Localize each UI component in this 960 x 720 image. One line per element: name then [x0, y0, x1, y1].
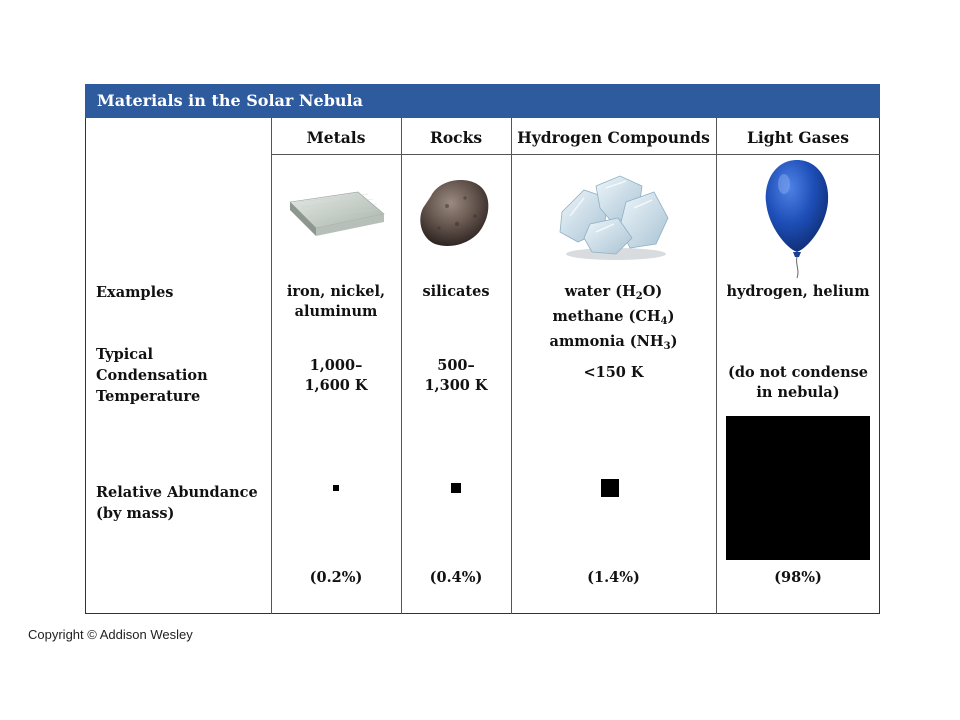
abundance-square-metals [333, 485, 340, 492]
column-header-metals: Metals [306, 128, 366, 147]
examples-rocks: silicates [422, 283, 490, 300]
temperature-metals-line: 1,600 K [304, 377, 368, 394]
copyright-notice: Copyright © Addison Wesley [28, 627, 193, 642]
examples-hydrogen-compounds [511, 282, 716, 357]
balloon-image [762, 158, 832, 278]
row-label-abundance [96, 482, 258, 524]
header-divider [271, 154, 880, 155]
abundance-rocks: (0.4%) [429, 569, 483, 586]
temperature-light-gases [716, 363, 880, 403]
abundance-square-hydrogen-compounds [601, 479, 618, 496]
example-water: water $(H_2O)$ [564, 283, 663, 302]
temperature-rocks-line: 500– [437, 357, 475, 374]
column-header-hydrogen-compounds: Hydrogen Compounds [517, 128, 710, 147]
examples-metals-line: iron, nickel, [286, 283, 386, 300]
ice-image [556, 172, 672, 262]
temperature-metals-line: 1,000– [309, 357, 363, 374]
temperature-metals [271, 356, 401, 396]
temperature-light-gases-line: in nebula) [756, 384, 840, 401]
examples-metals-line: aluminum [294, 303, 378, 320]
row-label-temperature-line: Typical [96, 346, 154, 363]
row-label-temperature-line: Temperature [96, 388, 201, 405]
column-header-light-gases: Light Gases [746, 128, 850, 147]
abundance-light-gases: (98%) [774, 569, 822, 586]
temperature-rocks-line: 1,300 K [424, 377, 488, 394]
row-label-abundance-line: (by mass) [96, 505, 175, 522]
column-header-rocks: Rocks [429, 128, 483, 147]
row-label-abundance-line: Relative Abundance [96, 484, 258, 501]
abundance-hydrogen-compounds: (1.4%) [587, 569, 640, 586]
row-label-temperature [96, 344, 208, 407]
table-title: Materials in the Solar Nebula [85, 84, 880, 118]
example-methane: methane $(CH_4)$ [552, 308, 675, 327]
metal-bar-image [288, 190, 388, 240]
examples-metals [271, 282, 401, 322]
example-ammonia: ammonia $(NH_3)$ [549, 333, 678, 352]
row-label-temperature-line: Condensation [96, 367, 208, 384]
rock-image [417, 176, 493, 250]
temperature-hydrogen-compounds: <150 K [583, 364, 644, 381]
temperature-rocks [401, 356, 511, 396]
abundance-square-light-gases [726, 416, 870, 560]
row-label-examples: Examples [96, 284, 174, 301]
abundance-square-rocks [451, 483, 460, 492]
examples-light-gases: hydrogen, helium [726, 283, 870, 300]
temperature-light-gases-line: (do not condense [727, 364, 868, 381]
abundance-metals: (0.2%) [309, 569, 363, 586]
